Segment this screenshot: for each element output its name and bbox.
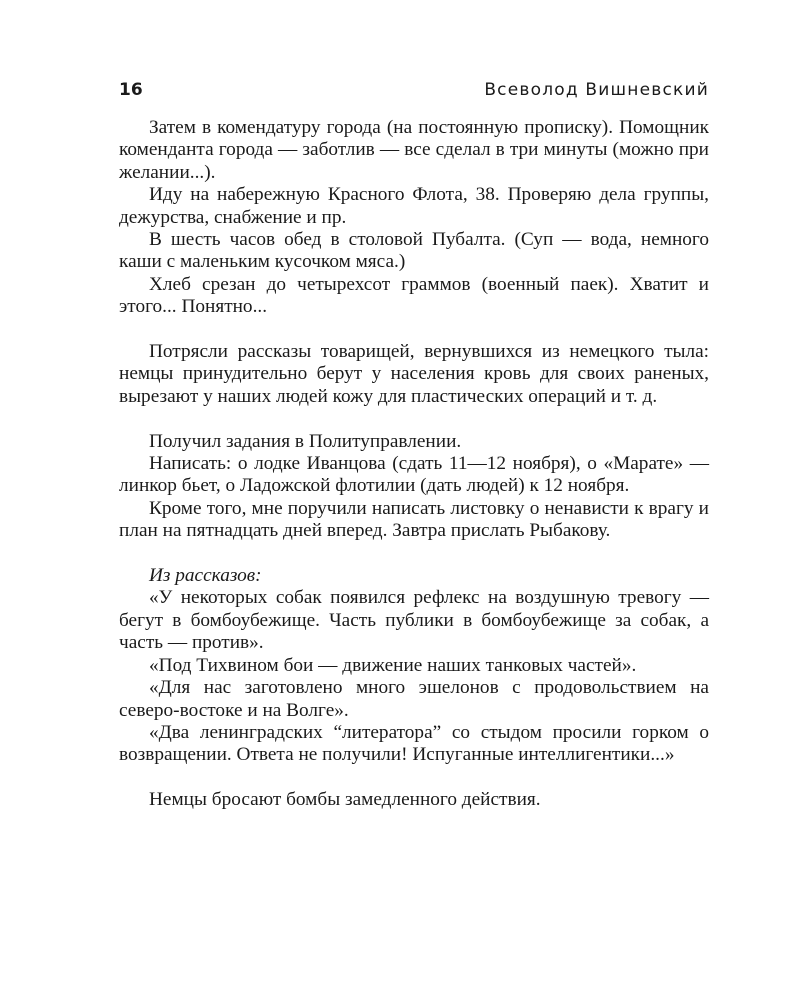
paragraph: Немцы бросают бомбы замедленного действия. <box>149 789 541 811</box>
page-number: 16 <box>119 80 143 100</box>
paragraph: Получил задания в Политуправлении. <box>149 430 462 452</box>
paragraph: «Для нас заготовлено много эшелонов с продовольствием на северо-востоке и на Волге». <box>119 677 709 721</box>
paragraph: «У некоторых собак появился рефлекс на воздушную тревогу — бегут в бомбоубежище. Часть публики в бомбоубежище за собак, а часть — против». <box>119 587 709 654</box>
paragraph: Хлеб срезан до четырехсот граммов (военный паек). Хватит и этого... Понятно... <box>119 273 709 318</box>
paragraph: Иду на набережную Красного Флота, 38. Проверяю дела группы, дежурства, снабжение и пр. <box>119 184 709 228</box>
section-break <box>119 767 709 789</box>
section-heading: Из рассказов: <box>149 565 262 587</box>
paragraph: В шесть часов обед в столовой Пубалта. (Суп — вода, немного каши с маленьким кусочком мяса.) <box>119 229 709 273</box>
section-break <box>119 319 709 341</box>
paragraph: Написать: о лодке Иванцова (сдать 11—12 ноября), о «Марате» — линкор бьет, о Ладожской флотилии (дать людей) к 12 ноября. <box>119 453 709 497</box>
running-head: Всеволод Вишневский <box>484 80 709 100</box>
paragraph: Потрясли рассказы товарищей, вернувшихся из немецкого тыла: немцы принудительно берут у населения кровь для своих раненых, вырезают у наших людей кожу для пластических операций и т. д. <box>119 341 709 407</box>
section-break <box>119 408 709 430</box>
section-break <box>119 543 709 565</box>
paragraph: «Под Тихвином бои — движение наших танковых частей». <box>149 654 637 676</box>
body-text <box>119 117 709 812</box>
paragraph: «Два ленинградских “литератора” со стыдом просили горком о возвращении. Ответа не получили! Испуганные интеллигентики...» <box>119 721 709 766</box>
paragraph: Затем в комендатуру города (на постоянную прописку). Помощник коменданта города — заботлив — все сделал в три минуты (можно при желании...). <box>119 117 709 183</box>
page-header <box>119 74 709 106</box>
paragraph: Кроме того, мне поручили написать листовку о ненависти к врагу и план на пятнадцать дней вперед. Завтра прислать Рыбакову. <box>119 497 709 542</box>
